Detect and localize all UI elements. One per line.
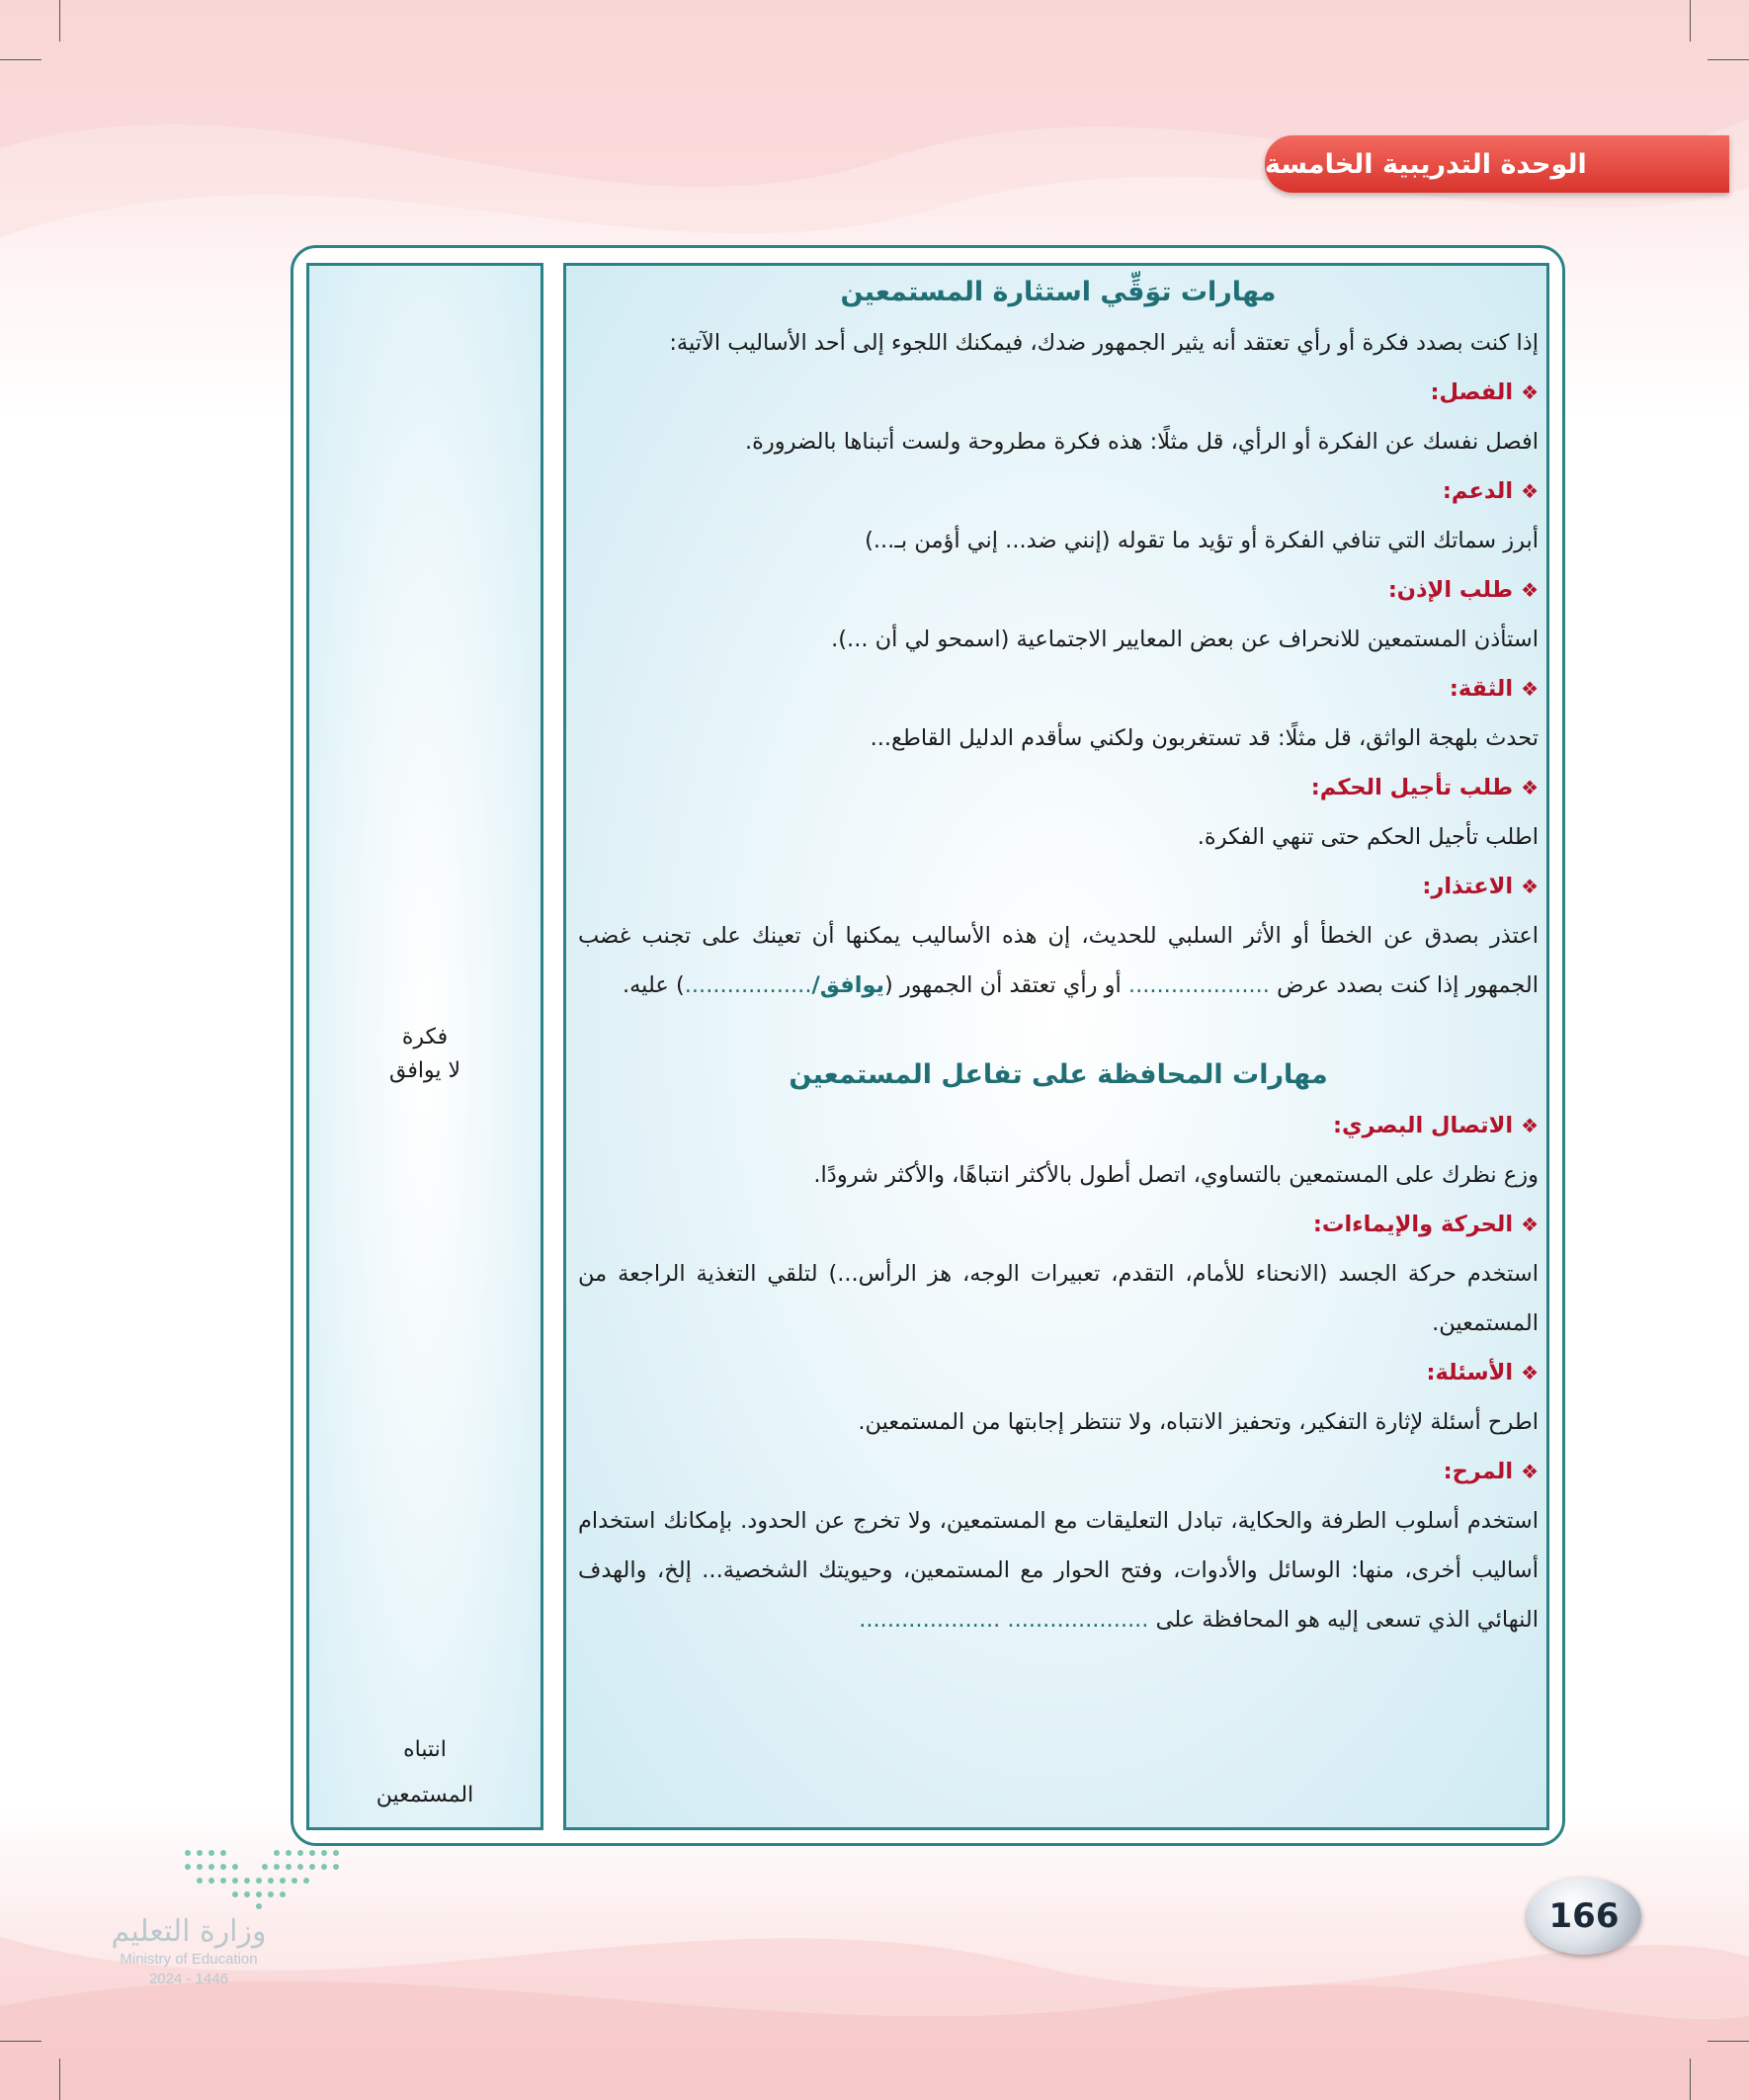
ministry-logo-dots-icon	[178, 1843, 356, 1912]
diamond-bullet-icon: ❖	[1521, 578, 1539, 602]
bullet-heading: ❖الحركة والإيماءات:	[1312, 1212, 1539, 1237]
left-label-line: المستمعين	[375, 1783, 474, 1807]
crop-mark	[1707, 59, 1749, 60]
left-label-idea	[309, 1021, 541, 1088]
bullet-heading: ❖طلب الإذن:	[1387, 577, 1539, 603]
crop-mark	[1690, 0, 1691, 42]
ministry-logo	[95, 1914, 283, 1989]
humor-text: استخدم أسلوب الطرفة والحكاية، تبادل التعليقات مع المستمعين، ولا تخرج عن الحدود. بإمكانك استخدام أساليب أخرى، منها: الوسائل والأدوات، وفتح الحوار مع المستمعين، وحيويتك الشخصية... إلخ، والهدف النهائي الذي تسعى إليه هو المحافظة على	[578, 1508, 1539, 1633]
bullet-heading: ❖الأسئلة:	[1426, 1360, 1539, 1386]
ministry-name-ar: وزارة التعليم	[111, 1914, 267, 1949]
diamond-bullet-icon: ❖	[1521, 776, 1539, 799]
bullet-heading: ❖الاتصال البصري:	[1333, 1113, 1539, 1138]
bullet-heading: ❖الاعتذار:	[1422, 874, 1539, 899]
fill-mid-text: أو رأي تعتقد أن الجمهور (	[884, 972, 1122, 998]
diamond-bullet-icon: ❖	[1521, 479, 1539, 503]
bullet-heading: ❖الفصل:	[1430, 379, 1539, 405]
crop-mark	[0, 2041, 42, 2042]
bullet-text-with-blanks	[578, 1496, 1539, 1644]
diamond-bullet-icon: ❖	[1521, 380, 1539, 404]
fill-blank: ....................	[859, 1607, 1001, 1633]
bullet-text: اطرح أسئلة لإثارة التفكير، وتحفيز الانتباه، ولا تنتظر إجابتها من المستمعين.	[858, 1409, 1539, 1435]
bullet-heading: ❖طلب تأجيل الحكم:	[1310, 775, 1539, 800]
bullet-text: افصل نفسك عن الفكرة أو الرأي، قل مثلًا: هذه فكرة مطروحة ولست أتبناها بالضرورة.	[744, 429, 1539, 455]
section-title: مهارات توَقِّي استثارة المستمعين	[840, 277, 1277, 307]
bullet-text: استأذن المستمعين للانحراف عن بعض المعايير الاجتماعية (اسمحو لي أن ...).	[831, 627, 1539, 652]
bullet-text: وزع نظرك على المستمعين بالتساوي، اتصل أطول بالأكثر انتباهًا، والأكثر شرودًا.	[813, 1162, 1539, 1188]
bullet-text: تحدث بلهجة الواثق، قل مثلًا: قد تستغربون ولكني سأقدم الدليل القاطع...	[870, 725, 1539, 751]
diamond-bullet-icon: ❖	[1521, 1213, 1539, 1236]
crop-mark	[59, 2058, 60, 2100]
fill-blank: ....................	[1127, 972, 1270, 998]
diamond-bullet-icon: ❖	[1521, 1114, 1539, 1137]
bullet-heading: ❖المرح:	[1443, 1459, 1539, 1484]
fill-blank: ..................	[684, 972, 812, 998]
diamond-bullet-icon: ❖	[1521, 677, 1539, 701]
ministry-name-en: Ministry of Education	[120, 1951, 258, 1968]
crop-mark	[1690, 2058, 1691, 2100]
bullet-text-with-blanks	[578, 911, 1539, 1010]
page-number-badge	[1527, 1878, 1641, 1955]
crop-mark	[0, 59, 42, 60]
apology-text: اعتذر بصدق عن الخطأ أو الأثر السلبي للحديث، إن هذه الأساليب يمكنها أن تعينك على تجنب غضب الجمهور إذا كنت بصدد عرض	[578, 923, 1539, 998]
diamond-bullet-icon: ❖	[1521, 1460, 1539, 1483]
unit-title: الوحدة التدريبية الخامسة	[1265, 148, 1587, 180]
page-number: 166	[1548, 1896, 1620, 1936]
fill-blank: ....................	[1007, 1607, 1149, 1633]
crop-mark	[1707, 2041, 1749, 2042]
left-label-line: انتباه	[403, 1737, 447, 1762]
crop-mark	[59, 0, 60, 42]
diamond-bullet-icon: ❖	[1521, 875, 1539, 898]
bullet-text: استخدم حركة الجسد (الانحناء للأمام، التقدم، تعبيرات الوجه، هز الرأس...) لتلقي التغذية الراجعة من المستمعين.	[578, 1261, 1539, 1336]
fill-end-text: ) عليه.	[622, 972, 685, 998]
section-intro: إذا كنت بصدد فكرة أو رأي تعتقد أنه يثير الجمهور ضدك، فيمكنك اللجوء إلى أحد الأساليب الآتية:	[669, 330, 1539, 356]
bullet-heading: ❖الثقة:	[1449, 676, 1539, 702]
fill-answer: يوافق/	[811, 972, 884, 998]
left-label-line: لا يوافق	[388, 1058, 460, 1083]
section-gap	[578, 1010, 1539, 1050]
edition-year: 2024 - 1446	[148, 1971, 229, 1987]
bullet-text: اطلب تأجيل الحكم حتى تنهي الفكرة.	[1197, 824, 1539, 850]
left-label-attention	[309, 1727, 541, 1818]
bullet-text: أبرز سماتك التي تنافي الفكرة أو تؤيد ما تقوله (إنني ضد... إني أؤمن بـ...)	[865, 528, 1539, 553]
bullet-heading: ❖الدعم:	[1442, 478, 1539, 504]
section-title: مهارات المحافظة على تفاعل المستمعين	[789, 1059, 1328, 1090]
unit-title-banner	[1265, 135, 1729, 193]
main-content	[578, 267, 1539, 1644]
diamond-bullet-icon: ❖	[1521, 1361, 1539, 1385]
left-label-line: فكرة	[401, 1025, 449, 1050]
